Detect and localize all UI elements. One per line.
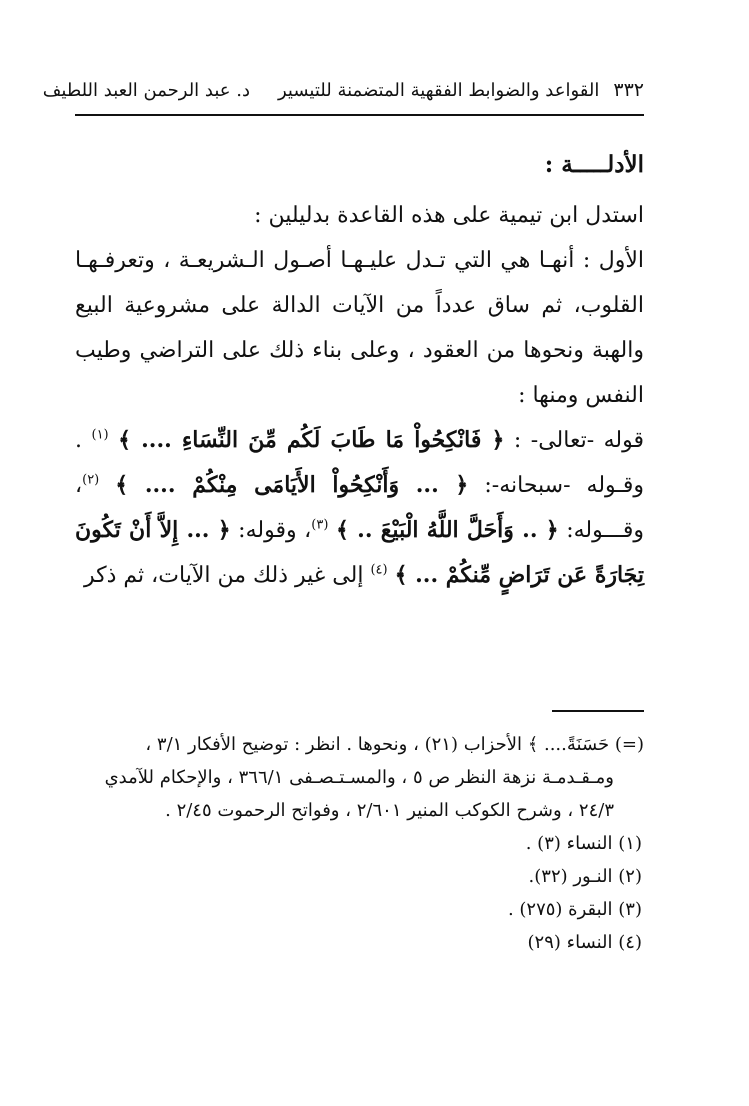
- verse2-intro: . وقـوله -سبحانه-:: [75, 428, 644, 498]
- section-heading: الأدلـــــة :: [544, 151, 644, 178]
- page-number: ٣٣٢: [613, 79, 644, 101]
- verse1-intro: قوله -تعالى- :: [504, 428, 644, 453]
- verse1-text: ﴿ فَانْكِحُواْ مَا طَابَ لَكُم مِّنَ النِّسَاءِ .... ﴾: [118, 427, 505, 453]
- closing-text: إلى غير ذلك من الآيات، ثم ذكر: [84, 563, 371, 588]
- footnote-ref-2: (٢): [82, 472, 100, 488]
- intro-paragraph: استدل ابن تيمية على هذه القاعدة بدليلين :: [254, 203, 644, 228]
- footnote-continuation-line: (=) حَسَنَةً.... ﴾ الأحزاب (٢١) ، ونحوها . انظر : توضيح الأفكار ٣/١ ،: [145, 734, 644, 755]
- footnote-continuation-line: ومـقـدمـة نزهة النظر ص ٥ ، والمسـتـصـفى ٣٦٦/١ ، والإحكام للآمدي: [104, 767, 614, 788]
- footnote-ref-3: (٣): [311, 517, 329, 533]
- footnote-item-1: (١) النساء (٣) .: [525, 833, 642, 854]
- first-proof-paragraph: الأول : أنهـا هي التي تـدل عليـهـا أصـول الـشريعـة ، وتعرفـهـا القلوب، ثم ساق عدداً من الآيات الدالة على مشروعية البيع والهبة ونحوها من العقود ، وعلى بناء ذلك على التراضي وطيب النفس ومنها :: [75, 248, 644, 408]
- author-name: د. عبد الرحمن العبد اللطيف: [42, 79, 250, 101]
- verse2-text: ﴿ ... وَأَنْكِحُواْ الأَيَامَى مِنْكُمْ .... ﴾: [115, 472, 469, 498]
- footnote-ref-1: (١): [91, 427, 109, 443]
- footnote-continuation-line: ٢٤/٣ ، وشرح الكوكب المنير ٢/٦٠١ ، وفواتح الرحموت ٢/٤٥ .: [165, 800, 614, 821]
- verse3-text: ﴿ .. وَأَحَلَّ اللَّهُ الْبَيْعَ .. ﴾: [336, 517, 559, 543]
- verse4-intro: ، وقوله:: [230, 518, 312, 543]
- running-header: [42, 72, 644, 108]
- footnote-item-2: (٢) النـور (٣٢).: [528, 866, 642, 887]
- main-text: [75, 142, 644, 598]
- book-title: القواعد والضوابط الفقهية المتضمنة للتيسير: [278, 79, 600, 101]
- footnote-item-3: (٣) البقرة (٢٧٥) .: [507, 899, 642, 920]
- header-divider: [75, 114, 644, 116]
- verse4-text: ﴿ ... إِلاَّ أَنْ تَكُونَ تِجَارَةً عَن تَرَاضٍ مِّنكُمْ ... ﴾: [75, 517, 644, 588]
- verse3-intro: ، وقـــوله:: [75, 473, 644, 543]
- footnote-ref-4: (٤): [370, 562, 388, 578]
- footnotes: [75, 728, 644, 959]
- footnote-divider: [552, 710, 644, 712]
- verses-paragraph: [75, 418, 644, 598]
- footnote-item-4: (٤) النساء (٢٩): [527, 932, 642, 953]
